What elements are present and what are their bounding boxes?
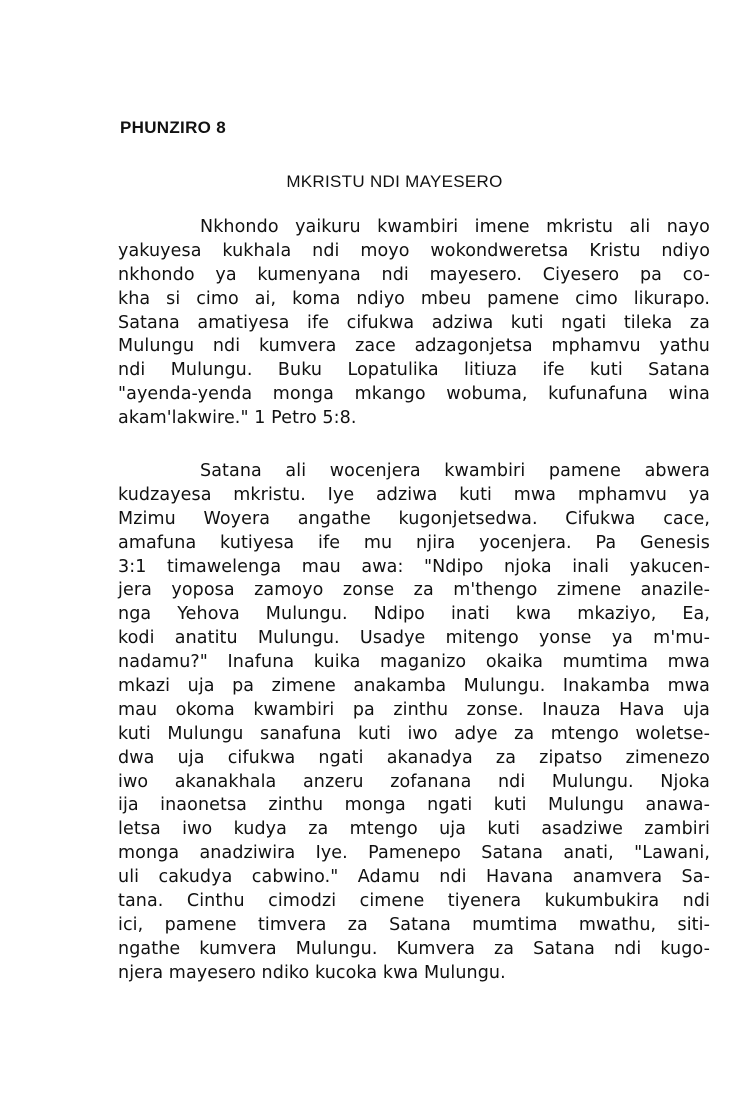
text-line: mau okoma kwambiri pa zinthu zonse. Inauza Hava uja xyxy=(118,699,710,720)
text-line: nkhondo ya kumenyana ndi mayesero. Ciyesero pa co- xyxy=(118,264,710,285)
text-line: tana. Cinthu cimodzi cimene tiyenera kukumbukira ndi xyxy=(118,891,710,912)
text-line: amafuna kutiyesa ife mu njira yocenjera. Pa Genesis xyxy=(118,532,710,553)
text-line: kodi anatitu Mulungu. Usadye mitengo yonse ya m'mu- xyxy=(118,628,710,649)
text-line: mkazi uja pa zimene anakamba Mulungu. Inakamba mwa xyxy=(118,676,710,697)
text-line: yakuyesa kukhala ndi moyo wokondweretsa Kristu ndiyo xyxy=(118,240,710,261)
text-line: ici, pamene timvera za Satana mumtima mwathu, siti- xyxy=(118,914,710,935)
text-line: Mzimu Woyera angathe kugonjetsedwa. Cifukwa cace, xyxy=(118,508,710,529)
paragraph-2 xyxy=(118,460,710,986)
text-line: akam'lakwire." 1 Petro 5:8. xyxy=(118,408,357,429)
text-line: ija inaonetsa zinthu monga ngati kuti Mulungu anawa- xyxy=(118,795,710,816)
text-line: jera yoposa zamoyo zonse za m'thengo zimene anazile- xyxy=(118,580,710,601)
chapter-heading: PHUNZIRO 8 xyxy=(120,118,226,137)
page-title: MKRISTU NDI MAYESERO xyxy=(286,172,503,191)
text-line: kudzayesa mkristu. Iye adziwa kuti mwa mphamvu ya xyxy=(118,484,710,505)
text-line: monga anadziwira Iye. Pamenepo Satana anati, "Lawani, xyxy=(118,843,710,864)
text-line: ndi Mulungu. Buku Lopatulika litiuza ife kuti Satana xyxy=(118,360,710,381)
text-line: nadamu?" Inafuna kuika maganizo okaika mumtima mwa xyxy=(118,652,710,673)
text-line: Satana ali wocenjera kwambiri pamene abwera xyxy=(200,461,710,481)
text-line: letsa iwo kudya za mtengo uja kuti asadziwe zambiri xyxy=(118,819,710,840)
text-line: Satana amatiyesa ife cifukwa adziwa kuti ngati tileka za xyxy=(118,312,710,333)
text-line: kuti Mulungu sanafuna kuti iwo adye za mtengo woletse- xyxy=(118,723,710,744)
text-line: Nkhondo yaikuru kwambiri imene mkristu ali nayo xyxy=(200,217,710,237)
text-line: kha si cimo ai, koma ndiyo mbeu pamene cimo likurapo. xyxy=(118,288,710,309)
text-line: Mulungu ndi kumvera zace adzagonjetsa mphamvu yathu xyxy=(118,336,710,357)
text-line: uli cakudya cabwino." Adamu ndi Havana anamvera Sa- xyxy=(118,867,710,888)
text-line: nga Yehova Mulungu. Ndipo inati kwa mkaziyo, Ea, xyxy=(118,604,710,625)
text-line: "ayenda-yenda monga mkango wobuma, kufunafuna wina xyxy=(118,384,710,405)
text-line: dwa uja cifukwa ngati akanadya za zipatso zimenezo xyxy=(118,747,710,768)
text-line: 3:1 timawelenga mau awa: "Ndipo njoka inali yakucen- xyxy=(118,556,710,577)
text-line: njera mayesero ndiko kucoka kwa Mulungu. xyxy=(118,962,506,983)
text-line: iwo akanakhala anzeru zofanana ndi Mulungu. Njoka xyxy=(118,771,710,792)
text-line: ngathe kumvera Mulungu. Kumvera za Satana ndi kugo- xyxy=(118,938,710,959)
paragraph-1 xyxy=(118,216,710,431)
